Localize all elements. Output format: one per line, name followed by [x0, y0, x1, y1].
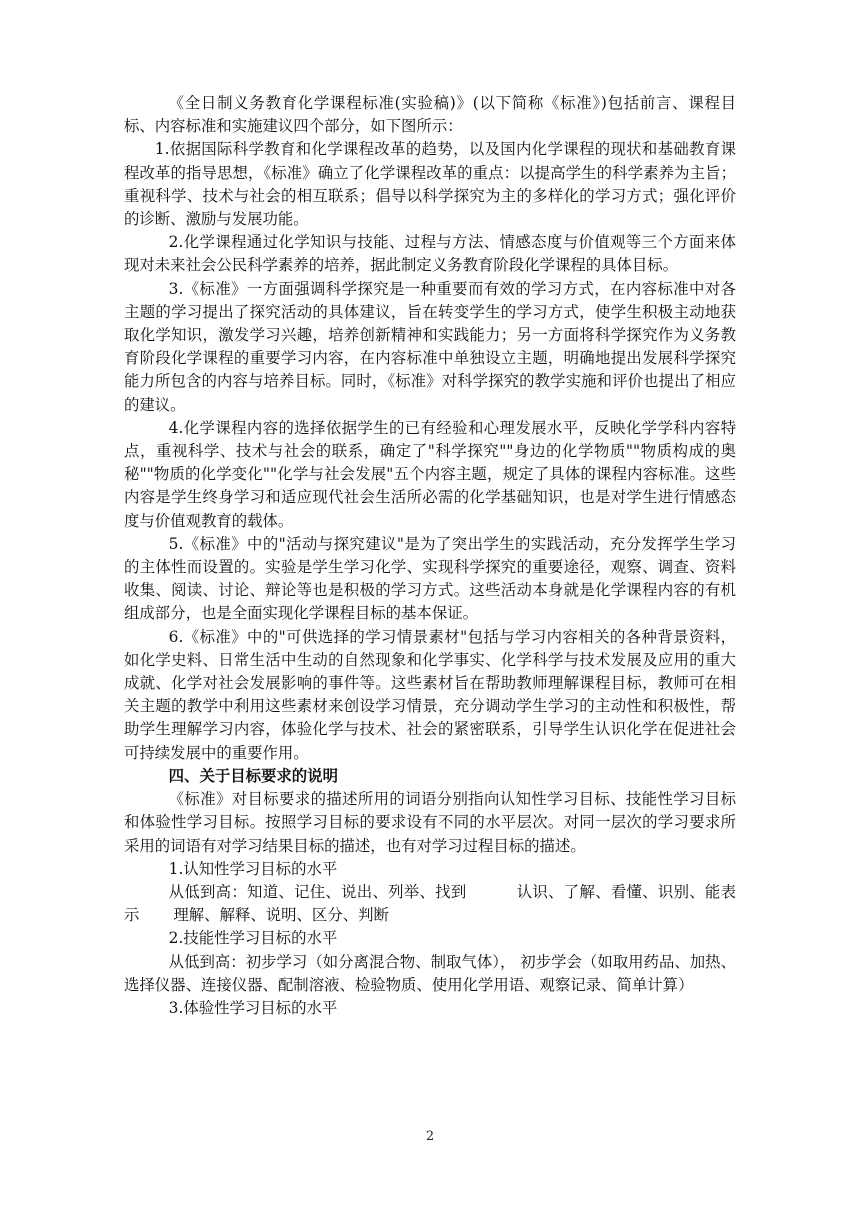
- cognitive-level-3: 理解、解释、说明、区分、判断: [173, 906, 389, 925]
- paragraph-item-5: 5.《标准》中的"活动与探究建议"是为了突出学生的实践活动，充分发挥学生学习的主体性而设置的。实验是学生学习化学、实现科学探究的重要途径，观察、调查、资料收集、阅读、讨论、辩论等也是积极的学习方式。这些活动本身就是化学课程内容的有机组成部分，也是全面实现化学课程目标的基本保证。: [124, 534, 736, 623]
- paragraph-target-description: 《标准》对目标要求的描述所用的词语分别指向认知性学习目标、技能性学习目标和体验性学习目标。按照学习目标的要求设有不同的水平层次。对同一层次的学习要求所采用的词语有对学习结果目标的描述，也有对学习过程目标的描述。: [124, 790, 736, 855]
- subheading-experiential: 3.体验性学习目标的水平: [168, 998, 338, 1017]
- cognitive-level-1: 从低到高：知道、记住、说出、列举、找到: [168, 882, 467, 901]
- paragraph-item-6: 6.《标准》中的"可供选择的学习情景素材"包括与学习内容相关的各种背景资料，如化学史料、日常生活中生动的自然现象和化学事实、化学科学与技术发展及应用的重大成就、化学对社会发展影响的事件等。这些素材旨在帮助教师理解课程目标，教师可在相关主题的教学中利用这些素材来创设学习情景，充分调动学生学习的主动性和积极性，帮助学生理解学习内容，体验化学与技术、社会的紧密联系，引导学生认识化学在促进社会可持续发展中的重要作用。: [124, 627, 736, 762]
- paragraph-item-3: 3.《标准》一方面强调科学探究是一种重要而有效的学习方式，在内容标准中对各主题的学习提出了探究活动的具体建议，旨在转变学生的学习方式，使学生积极主动地获取化学知识，激发学习兴趣，培养创新精神和实践能力；另一方面将科学探究作为义务教育阶段化学课程的重要学习内容，在内容标准中单独设立主题，明确地提出发展科学探究能力所包含的内容与培养目标。同时，《标准》对科学探究的教学实施和评价也提出了相应的建议。: [124, 279, 736, 414]
- document-body: [124, 92, 736, 1020]
- skill-level-2: 初步学会（如取用药品、加热、选择仪器、连接仪器、配制溶液、检验物质、使用化学用语、观察记录、简单计算）: [124, 952, 736, 994]
- paragraph-item-2: 2.化学课程通过化学知识与技能、过程与方法、情感态度与价值观等三个方面来体现对未来社会公民科学素养的培养，据此制定义务教育阶段化学课程的具体目标。: [124, 233, 736, 275]
- subheading-skill: 2.技能性学习目标的水平: [168, 929, 338, 948]
- page-number: 2: [425, 1129, 435, 1144]
- paragraph-intro: 《全日制义务教育化学课程标准(实验稿)》(以下简称《标准》)包括前言、课程目标、内容标准和实施建议四个部分，如下图所示：: [124, 94, 736, 136]
- paragraph-skill-levels: [124, 951, 736, 997]
- cognitive-level-2: 认识、了解、看懂、识别、能表示: [124, 882, 736, 925]
- skill-level-1: 从低到高：初步学习（如分离混合物、制取气体），: [168, 952, 516, 971]
- paragraph-cognitive-levels: [124, 881, 736, 927]
- section-heading: 四、关于目标要求的说明: [168, 766, 338, 785]
- subheading-cognitive: 1.认知性学习目标的水平: [168, 859, 338, 878]
- paragraph-item-4: 4.化学课程内容的选择依据学生的已有经验和心理发展水平，反映化学学科内容特点，重视科学、技术与社会的联系，确定了"科学探究""身边的化学物质""物质构成的奥秘""物质的化学变化""化学与社会发展"五个内容主题，规定了具体的课程内容标准。这些内容是学生终身学习和适应现代社会生活所必需的化学基础知识，也是对学生进行情感态度与价值观教育的载体。: [124, 418, 736, 530]
- paragraph-item-1: 1.依据国际科学教育和化学课程改革的趋势，以及国内化学课程的现状和基础教育课程改革的指导思想，《标准》确立了化学课程改革的重点：以提高学生的科学素养为主旨；重视科学、技术与社会的相互联系；倡导以科学探究为主的多样化的学习方式；强化评价的诊断、激励与发展功能。: [124, 140, 736, 229]
